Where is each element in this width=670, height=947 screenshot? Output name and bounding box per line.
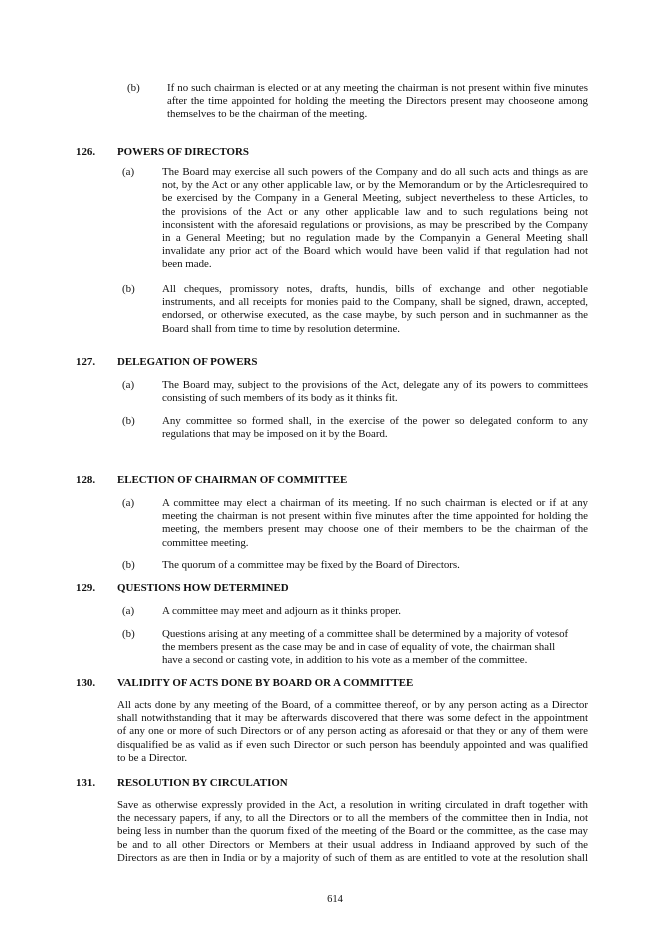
clause-text: [162, 605, 588, 618]
clause-label: (a): [122, 166, 135, 178]
section-body: [117, 699, 588, 765]
section-number: 127.: [76, 356, 96, 368]
text-line: The quorum of a committee may be fixed by the Board of Directors.: [162, 559, 460, 571]
text-line: invalidate any prior act of the Board which would have been valid if that regulation had not: [162, 245, 588, 258]
text-line: be exercised by the Company in a General Meeting, subject nevertheless to these Articles, to: [162, 192, 588, 205]
text-line: instruments, and all receipts for monies paid to the Company, shall be signed, drawn, accepted,: [162, 296, 588, 309]
section-number: 129.: [76, 582, 96, 594]
text-line: Directors as are then in India or by a majority of such of them as are entitled to vote at the resolution shall: [117, 851, 588, 864]
text-line: Board shall from time to time by resolution determine.: [162, 322, 401, 335]
text-line: Questions arising at any meeting of a committee shall be determined by a majority of votesof: [162, 628, 569, 640]
section-number: 128.: [76, 474, 96, 486]
text-line: endorsed, or otherwise executed, as the case maybe, by such person and in suchmanner as the: [162, 309, 588, 322]
text-line: A committee may elect a chairman of its meeting. If no such chairman is elected or if at any: [162, 497, 588, 509]
text-line: meeting the chairman is not present within five minutes after the time appointed for holding the: [162, 510, 588, 523]
section-heading: QUESTIONS HOW DETERMINED: [117, 582, 289, 594]
clause-label: (b): [122, 559, 135, 571]
clause-label: (b): [127, 82, 140, 94]
text-line: meeting, the members present may choose one of their members to be the chairman of the: [162, 523, 588, 536]
page-number: 614: [327, 894, 343, 905]
text-line: All cheques, promissory notes, drafts, hundis, bills of exchange and other negotiable: [162, 283, 588, 295]
clause-text: [162, 283, 588, 336]
clause-label: (a): [122, 605, 135, 617]
text-line: inconsistent with the aforesaid regulations or provisions, as may be prescribed by the Company: [162, 218, 588, 231]
text-line: being less in number than the quorum fixed of the meeting of the Board or the committee, as the case may: [117, 825, 588, 838]
text-line: Any committee so formed shall, in the exercise of the power so delegated conform to any: [162, 415, 588, 427]
clause-label: (b): [122, 415, 135, 427]
text-line: been made.: [162, 258, 212, 271]
section-heading: VALIDITY OF ACTS DONE BY BOARD OR A COMMITTEE: [117, 677, 414, 689]
text-line: of any one or more of such Directors or of any person acting as aforesaid or that they or any of them were: [117, 725, 588, 738]
section-number: 126.: [76, 146, 96, 158]
text-line: the provisions of the Act or any other applicable law and to such regulations being not: [162, 205, 588, 218]
text-line: committee meeting.: [162, 536, 249, 549]
section-number: 131.: [76, 777, 96, 789]
text-line: Save as otherwise expressly provided in the Act, a resolution in writing circulated in draft together with: [117, 799, 588, 811]
text-line: after the time appointed for holding the meeting the Directors present may chooseone among: [167, 95, 588, 108]
text-line: the members present as the case may be and in case of equality of vote, the chairman shall: [162, 641, 556, 654]
text-line: the necessary papers, if any, to all the Directors or to all the members of the committee then in India, not: [117, 812, 588, 825]
clause-text: [162, 628, 576, 668]
clause-label: (b): [122, 283, 135, 295]
text-line: be and to all other Directors or Members at their usual address in Indiaand approved by such of the: [117, 838, 588, 851]
clause-text: [162, 166, 588, 272]
section-number: 130.: [76, 677, 96, 689]
text-line: consisting of such members of its body as it thinks fit.: [162, 392, 398, 405]
clause-text: [162, 379, 588, 405]
clause-label: (a): [122, 497, 135, 509]
section-body: [117, 799, 588, 865]
text-line: regulations that may be imposed on it by the Board.: [162, 428, 388, 441]
text-line: disqualified be as valid as if even such Director or such person has beenduly appointed and was qualified: [117, 738, 588, 751]
text-line: in a General Meeting; but no regulation made by the Companyin a General Meeting shall: [162, 232, 588, 245]
clause-text: [162, 559, 588, 572]
text-line: themselves to be the chairman of the meeting.: [167, 108, 368, 121]
clause-label: (b): [122, 628, 135, 640]
section-heading: POWERS OF DIRECTORS: [117, 146, 249, 158]
clause-text: [167, 82, 588, 122]
text-line: If no such chairman is elected or at any meeting the chairman is not present within five minutes: [167, 82, 588, 94]
text-line: shall notwithstanding that it may be afterwards discovered that there was some defect in the appointment: [117, 712, 588, 725]
text-line: to be a Director.: [117, 751, 188, 764]
clause-text: [162, 497, 588, 550]
text-line: All acts done by any meeting of the Board, of a committee thereof, or by any person acting as a Director: [117, 699, 588, 711]
text-line: A committee may meet and adjourn as it thinks proper.: [162, 605, 401, 617]
text-line: The Board may, subject to the provisions of the Act, delegate any of its powers to committees: [162, 379, 588, 391]
text-line: have a second or casting vote, in addition to his vote as a member of the committee.: [162, 654, 528, 667]
clause-text: [162, 415, 588, 441]
text-line: not, by the Act or any other applicable law, or by the Memorandum or by the Articlesrequired to: [162, 179, 588, 192]
section-heading: RESOLUTION BY CIRCULATION: [117, 777, 288, 789]
section-heading: ELECTION OF CHAIRMAN OF COMMITTEE: [117, 474, 348, 486]
section-heading: DELEGATION OF POWERS: [117, 356, 258, 368]
text-line: The Board may exercise all such powers of the Company and do all such acts and things as are: [162, 166, 588, 178]
clause-label: (a): [122, 379, 135, 391]
